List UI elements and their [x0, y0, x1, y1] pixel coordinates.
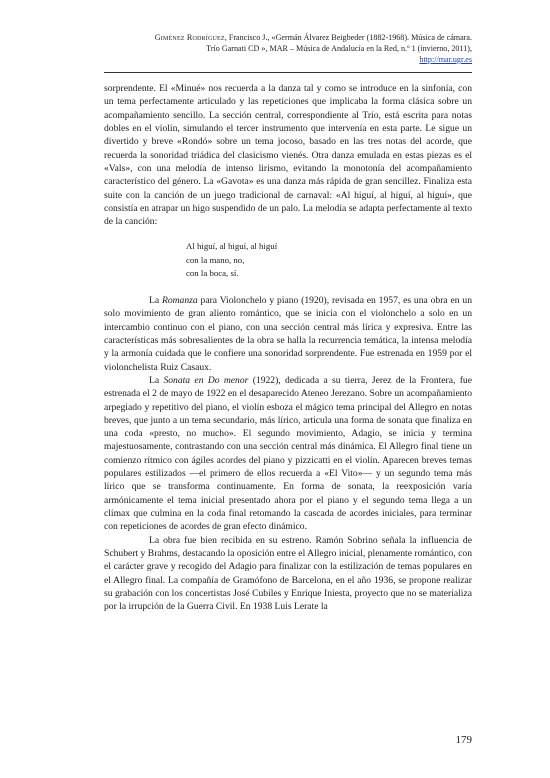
- sonata-title: Sonata en Do menor: [163, 374, 249, 386]
- header-citation-line2: Trío Garnati CD », MAR – Música de Andalucía en la Red, n.º 1 (invierno, 2011),: [206, 44, 472, 53]
- header-citation-line1: [104, 32, 472, 43]
- header-rule: [104, 72, 472, 73]
- body-text: [104, 82, 472, 614]
- romanza-title: Romanza: [161, 295, 198, 307]
- header-citation-rest: , Francisco J., «Germán Álvarez Beigbeder (1882-1968). Música de cámara.: [224, 33, 472, 42]
- header-url-link[interactable]: http://mar.ugr.es: [419, 55, 472, 64]
- running-header: [104, 32, 472, 65]
- paragraph-1: sorprendente. El «Minué» nos recuerda a la danza tal y como se introduce en la sinfonía, con un tema perfectamente articulado y las repeticiones que implicaba la forma clásica sobre un acompañamiento sencillo. La sección central, correspondiente al Trío, está escrita para notas dobles en el violín, simulando el tercer instrumento que intervenía en esta parte. Le sigue un divertido y breve «Rondó» sobre un tema jocoso, basado en las tres notas del acorde, que recuerda la sonoridad triádica del clasicismo vienés. Otra danza emulada en estas piezas es el «Vals», con una melodía de intenso lirismo, evitando la monotonía del acompañamiento característico del género. La «Gavota» es una danza más rápida de gran sencillez. Finaliza esta suite con la canción de un juego tradicional de carnaval: «Al higuí, al higuí, al higuí», que consistía en atrapar un higo suspendido de un palo. La melodía se adapta perfectamente al texto de la canción:: [104, 83, 472, 228]
- header-author: Giménez Rodríguez: [154, 33, 225, 42]
- paragraph-reception: La obra fue bien recibida en su estreno. Ramón Sobrino señala la influencia de Schubert y Brahms, destacando la oposición entre el Allegro inicial, plenamente romántico, con el carácter grave y recogido del Adagio para finalizar con la estilización de temas populares en el Allegro final. La compañía de Gramófono de Barcelona, en el año 1936, se propone realizar su grabación con los concertistas José Cubiles y Enrique Iniesta, proyecto que no se materializa por la irrupción de la Guerra Civil. En 1938 Luis Lerate la: [104, 534, 472, 613]
- paragraph-romanza: La Romanza para Violonchelo y piano (1920), revisada en 1957, es una obra en un solo movimiento de gran aliento romántico, que se inicia con el violonchelo a solo en un intercambio continuo con el piano, con una sección central más lírica y expresiva. Entre las características más sobresalientes de la obra se halla la recurrencia temática, la intensa melodía y la armonía cuidada que le confiere una sonoridad sorprendente. Fue estrenada en 1959 por el violonchelista Ruiz Casaux.: [104, 295, 472, 373]
- lyric-line-2: con la mano, no,: [186, 254, 245, 265]
- lyric-line-3: con la boca, sí.: [186, 267, 239, 278]
- song-lyrics: [186, 240, 472, 280]
- lyric-line-1: Al higuí, al higuí, al higuí: [186, 241, 278, 252]
- page-number: 179: [455, 734, 472, 746]
- paragraph-sonata: La Sonata en Do menor (1922), dedicada a su tierra, Jerez de la Frontera, fue estrenada el 2 de mayo de 1922 en el desaparecido Ateneo Jerezano. Sobre un acompañamiento arpegiado y repetitivo del piano, el violín esboza el mágico tema principal del Allegro en notas breves, que junto a un tema secundario, más lírico, articula una forma de sonata que finaliza en una coda «presto, no mucho». El segundo movimiento, Adagio, se inicia y termina majestuosamente, contrastando con una sección central más dinámica. El Allegro final tiene un comienzo rítmico con ágiles acordes del piano y pizzicatti en el violín. Aparecen breves temas populares estilizados —el primero de ellos recuerda a «El Vito»— y un segundo tema más lírico que se transforma continuamente. En forma de sonata, la reexposición varía armónicamente el tema inicial presentado ahora por el piano y el segundo tema llega a un clímax que culmina en la coda final retomando la cascada de acordes iniciales, para terminar con repeticiones de acordes de gran efecto dinámico.: [104, 374, 472, 533]
